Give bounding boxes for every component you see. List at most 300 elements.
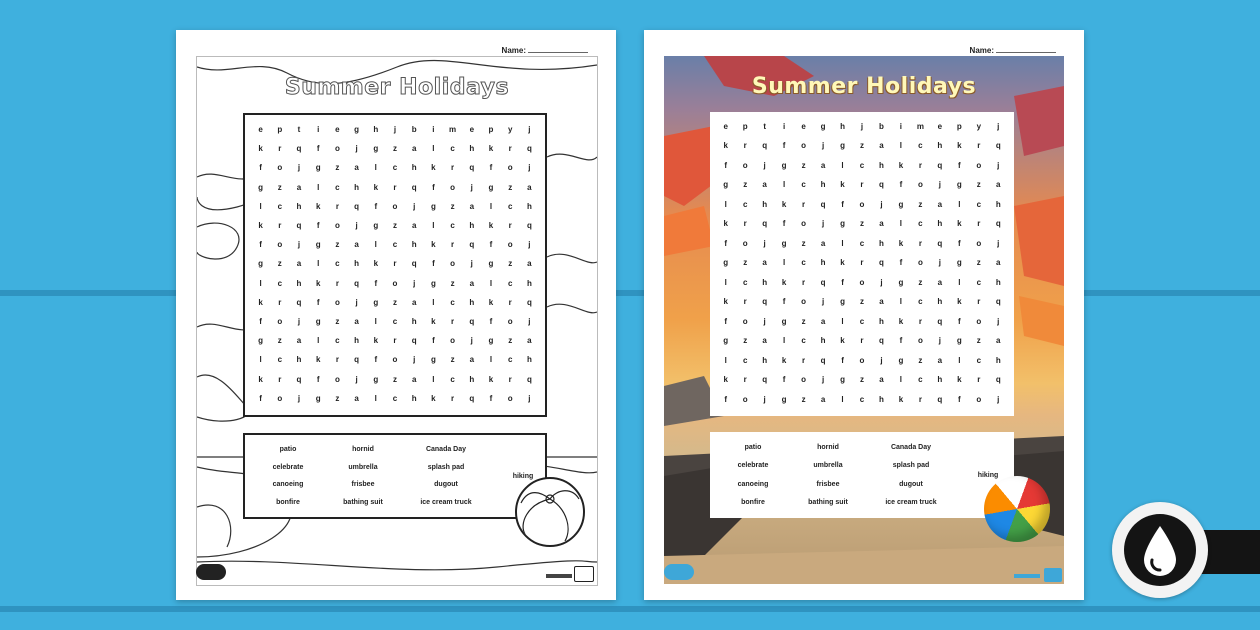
grid-letter[interactable]: f (432, 336, 435, 346)
grid-letter[interactable]: c (450, 144, 455, 154)
grid-letter[interactable]: a (411, 374, 417, 384)
grid-letter[interactable]: r (977, 375, 981, 385)
grid-letter[interactable]: c (976, 355, 982, 365)
grid-letter[interactable]: q (995, 141, 1001, 151)
grid-letter[interactable]: j (938, 180, 941, 190)
grid-letter[interactable]: m (449, 125, 457, 134)
grid-letter[interactable]: j (355, 221, 358, 230)
grid-letter[interactable]: r (278, 297, 282, 307)
grid-letter[interactable]: q (937, 160, 943, 170)
grid-letter[interactable]: l (841, 316, 844, 326)
grid-letter[interactable]: z (743, 180, 748, 190)
grid-letter[interactable]: l (374, 393, 377, 403)
worksheet-colour[interactable] (644, 30, 1084, 600)
grid-letter[interactable]: z (335, 393, 340, 403)
grid-letter[interactable]: z (743, 258, 748, 268)
grid-letter[interactable]: a (411, 221, 417, 230)
grid-letter[interactable]: j (413, 355, 416, 365)
grid-letter[interactable]: a (527, 182, 532, 192)
grid-letter[interactable]: o (277, 393, 283, 403)
grid-letter[interactable]: l (899, 141, 903, 151)
grid-letter[interactable]: k (898, 160, 904, 170)
grid-letter[interactable]: z (450, 355, 455, 365)
grid-letter[interactable]: e (335, 125, 340, 134)
grid-letter[interactable]: k (431, 393, 436, 403)
grid-letter[interactable]: h (373, 125, 379, 134)
grid-letter[interactable]: r (802, 277, 806, 287)
grid-letter[interactable]: l (432, 297, 435, 307)
grid-letter[interactable]: q (526, 374, 532, 384)
grid-letter[interactable]: k (898, 316, 904, 326)
grid-letter[interactable]: q (937, 238, 943, 248)
grid-letter[interactable]: q (762, 219, 768, 229)
grid-letter[interactable]: z (976, 180, 981, 190)
grid-letter[interactable]: l (783, 180, 786, 190)
grid-letter[interactable]: b (411, 125, 417, 134)
grid-letter[interactable]: h (879, 394, 884, 404)
grid-letter[interactable]: g (956, 336, 962, 346)
grid-letter[interactable]: l (317, 336, 320, 346)
grid-letter[interactable]: f (432, 259, 435, 269)
grid-letter[interactable]: f (782, 297, 786, 307)
grid-letter[interactable]: l (259, 278, 262, 288)
grid-letter[interactable]: g (781, 160, 787, 170)
grid-letter[interactable]: o (334, 297, 340, 307)
grid-letter[interactable]: c (918, 141, 923, 151)
grid-letter[interactable]: g (898, 277, 904, 287)
grid-letter[interactable]: j (763, 394, 766, 404)
grid-letter[interactable]: r (860, 336, 864, 346)
grid-letter[interactable]: g (488, 336, 494, 346)
grid-letter[interactable]: o (742, 160, 748, 170)
grid-letter[interactable]: h (879, 160, 884, 170)
grid-letter[interactable]: g (781, 394, 787, 404)
grid-letter[interactable]: f (841, 355, 844, 365)
grid-letter[interactable]: k (315, 278, 321, 288)
grid-letter[interactable]: e (469, 125, 475, 134)
grid-letter[interactable]: a (469, 278, 475, 288)
grid-letter[interactable]: j (297, 317, 301, 326)
grid-letter[interactable]: z (859, 297, 864, 307)
grid-letter[interactable]: q (469, 163, 475, 173)
grid-letter[interactable]: j (470, 182, 473, 192)
grid-letter[interactable]: h (411, 240, 417, 250)
grid-letter[interactable]: z (859, 375, 864, 385)
grid-letter[interactable]: z (801, 160, 806, 170)
grid-letter[interactable]: r (278, 374, 282, 384)
grid-letter[interactable]: t (763, 122, 766, 131)
grid-letter[interactable]: f (957, 394, 961, 404)
grid-letter[interactable]: j (393, 125, 397, 134)
grid-letter[interactable]: q (526, 144, 532, 154)
grid-letter[interactable]: z (918, 277, 923, 287)
grid-letter[interactable]: g (723, 180, 729, 190)
grid-letter[interactable]: g (373, 374, 379, 384)
grid-letter[interactable]: j (355, 144, 358, 154)
grid-letter[interactable]: r (451, 240, 455, 250)
grid-letter[interactable]: h (469, 144, 475, 154)
grid-letter[interactable]: j (821, 375, 825, 385)
grid-letter[interactable]: a (527, 259, 532, 269)
grid-letter[interactable]: a (296, 336, 302, 346)
grid-letter[interactable]: l (958, 199, 961, 209)
grid-letter[interactable]: j (821, 141, 825, 151)
grid-letter[interactable]: f (489, 163, 493, 173)
grid-letter[interactable]: f (782, 219, 786, 229)
ink-toggle-button[interactable] (1112, 502, 1208, 598)
grid-letter[interactable]: r (393, 336, 397, 346)
grid-letter[interactable]: j (413, 278, 416, 288)
grid-letter[interactable]: f (957, 316, 961, 326)
grid-letter[interactable]: h (526, 278, 532, 288)
grid-letter[interactable]: k (957, 219, 962, 229)
grid-letter[interactable]: g (956, 180, 962, 190)
grid-letter[interactable]: h (937, 375, 943, 385)
grid-letter[interactable]: z (801, 394, 806, 404)
grid-letter[interactable]: r (451, 393, 455, 403)
grid-letter[interactable]: z (743, 336, 748, 346)
grid-letter[interactable]: g (315, 317, 321, 326)
grid-letter[interactable]: k (258, 374, 263, 384)
grid-letter[interactable]: j (821, 297, 825, 307)
grid-letter[interactable]: z (508, 259, 513, 269)
grid-letter[interactable]: f (724, 394, 728, 404)
grid-letter[interactable]: h (820, 258, 826, 268)
grid-letter[interactable]: o (742, 238, 748, 248)
grid-letter[interactable]: z (392, 221, 397, 230)
grid-letter[interactable]: q (526, 221, 532, 230)
grid-letter[interactable]: h (296, 355, 302, 365)
grid-letter[interactable]: r (508, 221, 512, 230)
grid-letter[interactable]: k (840, 258, 845, 268)
word-search-grid[interactable] (710, 112, 1014, 416)
grid-letter[interactable]: a (820, 316, 826, 326)
grid-letter[interactable]: j (938, 336, 941, 346)
grid-letter[interactable]: j (528, 240, 531, 250)
grid-letter[interactable]: c (392, 317, 398, 326)
grid-letter[interactable]: j (355, 374, 358, 384)
grid-letter[interactable]: k (373, 259, 379, 269)
grid-letter[interactable]: o (507, 163, 513, 173)
grid-letter[interactable]: g (258, 259, 264, 269)
grid-letter[interactable]: r (508, 374, 512, 384)
grid-letter[interactable]: c (859, 160, 865, 170)
grid-letter[interactable]: c (742, 355, 748, 365)
grid-letter[interactable]: o (859, 199, 865, 209)
grid-letter[interactable]: q (469, 240, 475, 250)
grid-letter[interactable]: l (489, 201, 493, 211)
grid-letter[interactable]: q (469, 317, 475, 326)
grid-letter[interactable]: c (507, 278, 513, 288)
grid-letter[interactable]: c (277, 201, 283, 211)
grid-letter[interactable]: e (723, 122, 728, 131)
grid-letter[interactable]: c (859, 238, 865, 248)
grid-letter[interactable]: r (860, 258, 864, 268)
grid-letter[interactable]: o (976, 160, 982, 170)
grid-letter[interactable]: g (430, 355, 436, 365)
grid-letter[interactable]: h (840, 122, 845, 131)
grid-letter[interactable]: q (879, 180, 884, 190)
grid-letter[interactable]: r (743, 219, 747, 229)
grid-letter[interactable]: g (898, 355, 904, 365)
grid-letter[interactable]: a (996, 258, 1001, 268)
grid-letter[interactable]: r (335, 201, 339, 211)
grid-letter[interactable]: r (335, 355, 339, 365)
grid-letter[interactable]: z (976, 258, 981, 268)
grid-letter[interactable]: e (258, 125, 263, 134)
grid-letter[interactable]: z (392, 374, 397, 384)
grid-letter[interactable]: z (335, 317, 340, 326)
word-search-grid[interactable] (243, 113, 547, 417)
grid-letter[interactable]: j (997, 160, 1000, 170)
grid-letter[interactable]: f (782, 141, 786, 151)
grid-letter[interactable]: k (723, 219, 728, 229)
grid-letter[interactable]: y (507, 125, 513, 134)
grid-letter[interactable]: i (432, 125, 435, 134)
grid-letter[interactable]: f (259, 393, 262, 403)
grid-letter[interactable]: l (432, 144, 435, 154)
grid-letter[interactable]: o (801, 297, 807, 307)
grid-letter[interactable]: q (762, 375, 768, 385)
grid-letter[interactable]: o (334, 374, 340, 384)
grid-letter[interactable]: j (938, 258, 941, 268)
grid-letter[interactable]: o (277, 163, 283, 173)
grid-letter[interactable]: q (354, 355, 360, 365)
grid-letter[interactable]: f (957, 160, 961, 170)
grid-letter[interactable]: j (880, 199, 883, 209)
grid-letter[interactable]: g (723, 336, 729, 346)
grid-letter[interactable]: m (916, 122, 924, 131)
grid-letter[interactable]: k (723, 375, 728, 385)
grid-letter[interactable]: h (411, 393, 417, 403)
grid-letter[interactable]: k (898, 238, 904, 248)
grid-letter[interactable]: z (277, 336, 282, 346)
grid-letter[interactable]: j (997, 316, 1000, 326)
grid-letter[interactable]: j (763, 160, 766, 170)
grid-letter[interactable]: r (743, 297, 747, 307)
grid-letter[interactable]: z (335, 163, 340, 173)
grid-letter[interactable]: c (450, 297, 455, 307)
grid-letter[interactable]: h (526, 355, 532, 365)
grid-letter[interactable]: r (802, 355, 806, 365)
grid-letter[interactable]: c (335, 259, 340, 269)
grid-letter[interactable]: k (258, 144, 263, 154)
grid-letter[interactable]: o (392, 201, 398, 211)
grid-letter[interactable]: q (820, 277, 826, 287)
grid-letter[interactable]: k (373, 182, 379, 192)
grid-letter[interactable]: j (880, 277, 883, 287)
grid-letter[interactable]: q (937, 394, 943, 404)
grid-letter[interactable]: h (469, 297, 475, 307)
grid-letter[interactable]: j (997, 394, 1000, 404)
grid-letter[interactable]: h (995, 355, 1001, 365)
grid-letter[interactable]: a (820, 160, 826, 170)
grid-letter[interactable]: c (507, 355, 513, 365)
grid-letter[interactable]: h (820, 180, 826, 190)
grid-letter[interactable]: r (743, 141, 747, 151)
grid-letter[interactable]: g (354, 125, 360, 134)
grid-letter[interactable]: l (899, 219, 903, 229)
grid-letter[interactable]: l (374, 240, 377, 250)
grid-letter[interactable]: l (489, 355, 493, 365)
grid-letter[interactable]: r (451, 163, 455, 173)
grid-letter[interactable]: q (296, 221, 302, 230)
grid-letter[interactable]: f (489, 240, 493, 250)
grid-letter[interactable]: c (392, 240, 398, 250)
grid-letter[interactable]: h (762, 277, 768, 287)
grid-letter[interactable]: k (840, 336, 845, 346)
grid-letter[interactable]: g (956, 258, 962, 268)
grid-letter[interactable]: h (411, 317, 417, 326)
grid-letter[interactable]: o (334, 221, 340, 230)
grid-letter[interactable]: h (762, 199, 768, 209)
grid-letter[interactable]: z (859, 219, 864, 229)
grid-letter[interactable]: k (488, 144, 494, 154)
grid-letter[interactable]: a (879, 141, 884, 151)
grid-letter[interactable]: l (841, 160, 844, 170)
grid-letter[interactable]: q (411, 259, 417, 269)
grid-letter[interactable]: g (840, 141, 845, 151)
grid-letter[interactable]: h (879, 238, 884, 248)
grid-letter[interactable]: z (392, 144, 397, 154)
grid-letter[interactable]: g (430, 278, 436, 288)
grid-letter[interactable]: o (917, 258, 923, 268)
grid-letter[interactable]: g (840, 375, 845, 385)
grid-letter[interactable]: r (278, 144, 282, 154)
grid-letter[interactable]: q (354, 278, 360, 288)
grid-letter[interactable]: h (937, 297, 943, 307)
grid-letter[interactable]: r (393, 259, 397, 269)
grid-letter[interactable]: l (432, 221, 435, 230)
grid-letter[interactable]: q (879, 336, 884, 346)
grid-letter[interactable]: r (918, 238, 922, 248)
grid-letter[interactable]: f (724, 238, 728, 248)
grid-letter[interactable]: l (783, 258, 786, 268)
grid-letter[interactable]: f (374, 278, 378, 288)
grid-letter[interactable]: g (373, 297, 379, 307)
grid-letter[interactable]: z (918, 355, 923, 365)
grid-letter[interactable]: k (957, 297, 962, 307)
grid-letter[interactable]: i (317, 125, 320, 134)
grid-letter[interactable]: c (392, 393, 398, 403)
grid-letter[interactable]: p (956, 122, 962, 131)
grid-letter[interactable]: o (450, 259, 456, 269)
grid-letter[interactable]: f (489, 393, 493, 403)
grid-letter[interactable]: a (937, 277, 943, 287)
grid-letter[interactable]: c (742, 199, 748, 209)
grid-letter[interactable]: j (528, 125, 531, 134)
grid-letter[interactable]: o (742, 316, 748, 326)
grid-letter[interactable]: l (841, 238, 844, 248)
grid-letter[interactable]: o (334, 144, 340, 154)
grid-letter[interactable]: r (508, 144, 512, 154)
grid-letter[interactable]: k (315, 201, 321, 211)
grid-letter[interactable]: c (801, 258, 806, 268)
grid-letter[interactable]: k (258, 297, 263, 307)
grid-letter[interactable]: g (315, 393, 321, 403)
grid-letter[interactable]: o (976, 394, 982, 404)
grid-letter[interactable]: l (374, 163, 377, 173)
grid-letter[interactable]: g (373, 144, 379, 154)
grid-letter[interactable]: f (489, 317, 493, 326)
grid-letter[interactable]: f (316, 297, 320, 307)
grid-letter[interactable]: q (937, 316, 943, 326)
grid-letter[interactable]: o (392, 278, 398, 288)
grid-letter[interactable]: h (995, 199, 1001, 209)
grid-letter[interactable]: g (315, 240, 321, 250)
grid-letter[interactable]: o (917, 180, 923, 190)
grid-letter[interactable]: k (781, 277, 787, 287)
grid-letter[interactable]: c (450, 221, 455, 230)
grid-letter[interactable]: c (507, 201, 513, 211)
grid-letter[interactable]: g (430, 201, 436, 211)
grid-letter[interactable]: q (995, 297, 1001, 307)
grid-letter[interactable]: k (373, 336, 379, 346)
grid-letter[interactable]: j (763, 316, 766, 326)
grid-letter[interactable]: h (296, 278, 302, 288)
grid-letter[interactable]: a (820, 394, 826, 404)
grid-letter[interactable]: z (801, 316, 806, 326)
grid-letter[interactable]: h (469, 374, 475, 384)
grid-letter[interactable]: c (277, 278, 283, 288)
grid-letter[interactable]: f (316, 221, 320, 230)
grid-letter[interactable]: l (724, 277, 727, 287)
grid-letter[interactable]: j (470, 259, 473, 269)
grid-letter[interactable]: c (335, 336, 340, 346)
grid-letter[interactable]: r (393, 182, 397, 192)
grid-letter[interactable]: k (957, 375, 962, 385)
grid-letter[interactable]: e (801, 122, 806, 131)
grid-letter[interactable]: j (297, 163, 301, 173)
grid-letter[interactable]: g (820, 122, 826, 131)
grid-letter[interactable]: r (451, 317, 455, 326)
grid-letter[interactable]: h (296, 201, 302, 211)
grid-letter[interactable]: g (315, 163, 321, 173)
grid-letter[interactable]: c (742, 277, 748, 287)
grid-letter[interactable]: f (899, 258, 903, 268)
grid-letter[interactable]: a (762, 336, 767, 346)
grid-letter[interactable]: a (354, 317, 359, 326)
grid-letter[interactable]: j (413, 201, 416, 211)
grid-letter[interactable]: l (958, 277, 961, 287)
grid-letter[interactable]: l (259, 201, 262, 211)
grid-letter[interactable]: k (957, 141, 962, 151)
grid-letter[interactable]: f (316, 374, 320, 384)
grid-letter[interactable]: l (317, 259, 320, 269)
grid-letter[interactable]: a (937, 199, 943, 209)
grid-letter[interactable]: e (937, 122, 943, 131)
grid-letter[interactable]: f (841, 277, 844, 287)
grid-letter[interactable]: r (278, 221, 282, 230)
grid-letter[interactable]: g (781, 316, 787, 326)
grid-letter[interactable]: k (488, 297, 494, 307)
grid-letter[interactable]: c (859, 394, 865, 404)
grid-letter[interactable]: c (859, 316, 865, 326)
grid-letter[interactable]: l (899, 375, 903, 385)
grid-letter[interactable]: l (374, 317, 377, 326)
grid-letter[interactable]: c (392, 163, 398, 173)
grid-letter[interactable]: o (450, 336, 456, 346)
grid-letter[interactable]: f (782, 375, 786, 385)
grid-letter[interactable]: f (899, 180, 903, 190)
grid-letter[interactable]: j (528, 317, 531, 326)
grid-letter[interactable]: c (918, 297, 923, 307)
grid-letter[interactable]: i (783, 122, 786, 131)
grid-letter[interactable]: a (879, 219, 884, 229)
grid-letter[interactable]: h (526, 201, 532, 211)
grid-letter[interactable]: l (841, 394, 844, 404)
grid-letter[interactable]: o (859, 277, 865, 287)
